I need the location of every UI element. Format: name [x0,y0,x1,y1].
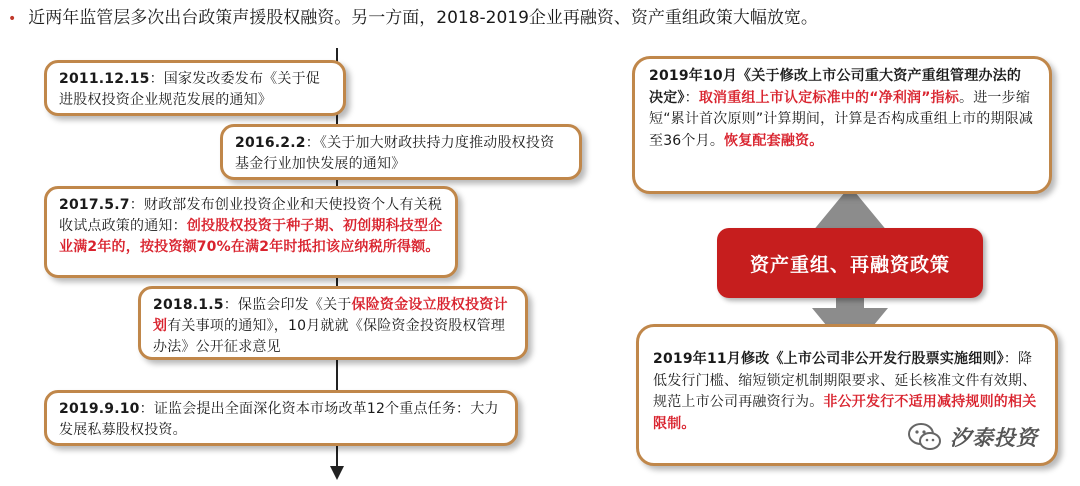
plain-text: ：保监会印发《关于 [223,297,352,313]
timeline-date: 2016.2.2 [235,135,306,151]
timeline-box-2019 [44,390,518,446]
bold-text: 2019年11月修改《上市公司非公开发行股票实施细则》 [653,351,1004,367]
timeline-date: 2018.1.5 [153,297,224,313]
center-policy-box [717,228,983,298]
bullet-icon: • [8,11,17,27]
header-text: 近两年监管层多次出台政策声援股权融资。另一方面，2018-2019企业再融资、资产重组政策大幅放宽。 [28,8,818,28]
highlight-text: 非公开发行不适用减持规则的相关限制。 [653,394,1037,432]
timeline-box-2017 [44,186,458,278]
right-top-box [632,56,1052,194]
timeline-arrow-icon [330,466,344,480]
timeline-box-2016 [220,124,582,180]
plain-text: ：证监会提出全面深化资本市场改革12个重点任务：大力发展私募股权投资。 [59,401,499,438]
plain-text: ：降低发行门槛、缩短锁定机制期限要求、延长核准文件有效期、规范上市公司再融资行为。 [653,351,1037,410]
plain-text: ：财政部发布创业投资企业和天使投资个人有关税收试点政策的通知： [59,197,443,234]
timeline-box-2018 [138,286,528,360]
watermark [900,415,1046,459]
timeline-date: 2017.5.7 [59,197,130,213]
plain-text: ： [684,89,699,106]
timeline-box-2011 [44,60,346,116]
right-top-text [649,68,1033,149]
highlight-text: 创投股权投资于种子期、初创期科技型企业满2年的，按投资额70%在满2年时抵扣该应纳税所得额。 [59,218,443,255]
plain-text: ：《关于加大财政扶持力度推动股权投资基金行业加快发展的通知》 [235,135,555,172]
wechat-icon [908,422,942,452]
header-line [8,4,1068,33]
highlight-text: 取消重组上市认定标准中的“净利润”指标 [698,89,960,106]
bold-text: 2019年10月《关于修改上市公司重大资产重组管理办法的决定》 [649,68,1022,106]
center-label: 资产重组、再融资政策 [749,253,950,276]
highlight-text: 保险资金设立股权投资计划 [153,297,508,334]
watermark-text: 汐泰投资 [950,426,1038,450]
timeline-date: 2011.12.15 [59,71,150,87]
timeline-date: 2019.9.10 [59,401,140,417]
highlight-text: 恢复配套融资。 [724,132,824,149]
plain-text: ：国家发改委发布《关于促进股权投资企业规范发展的通知》 [59,71,320,108]
plain-text: 有关事项的通知》，10月就就《保险资金投资股权管理办法》公开征求意见 [153,318,506,355]
plain-text: 。进一步缩短“累计首次原则”计算期间，计算是否构成重组上市的期限减至36个月。 [649,89,1034,149]
